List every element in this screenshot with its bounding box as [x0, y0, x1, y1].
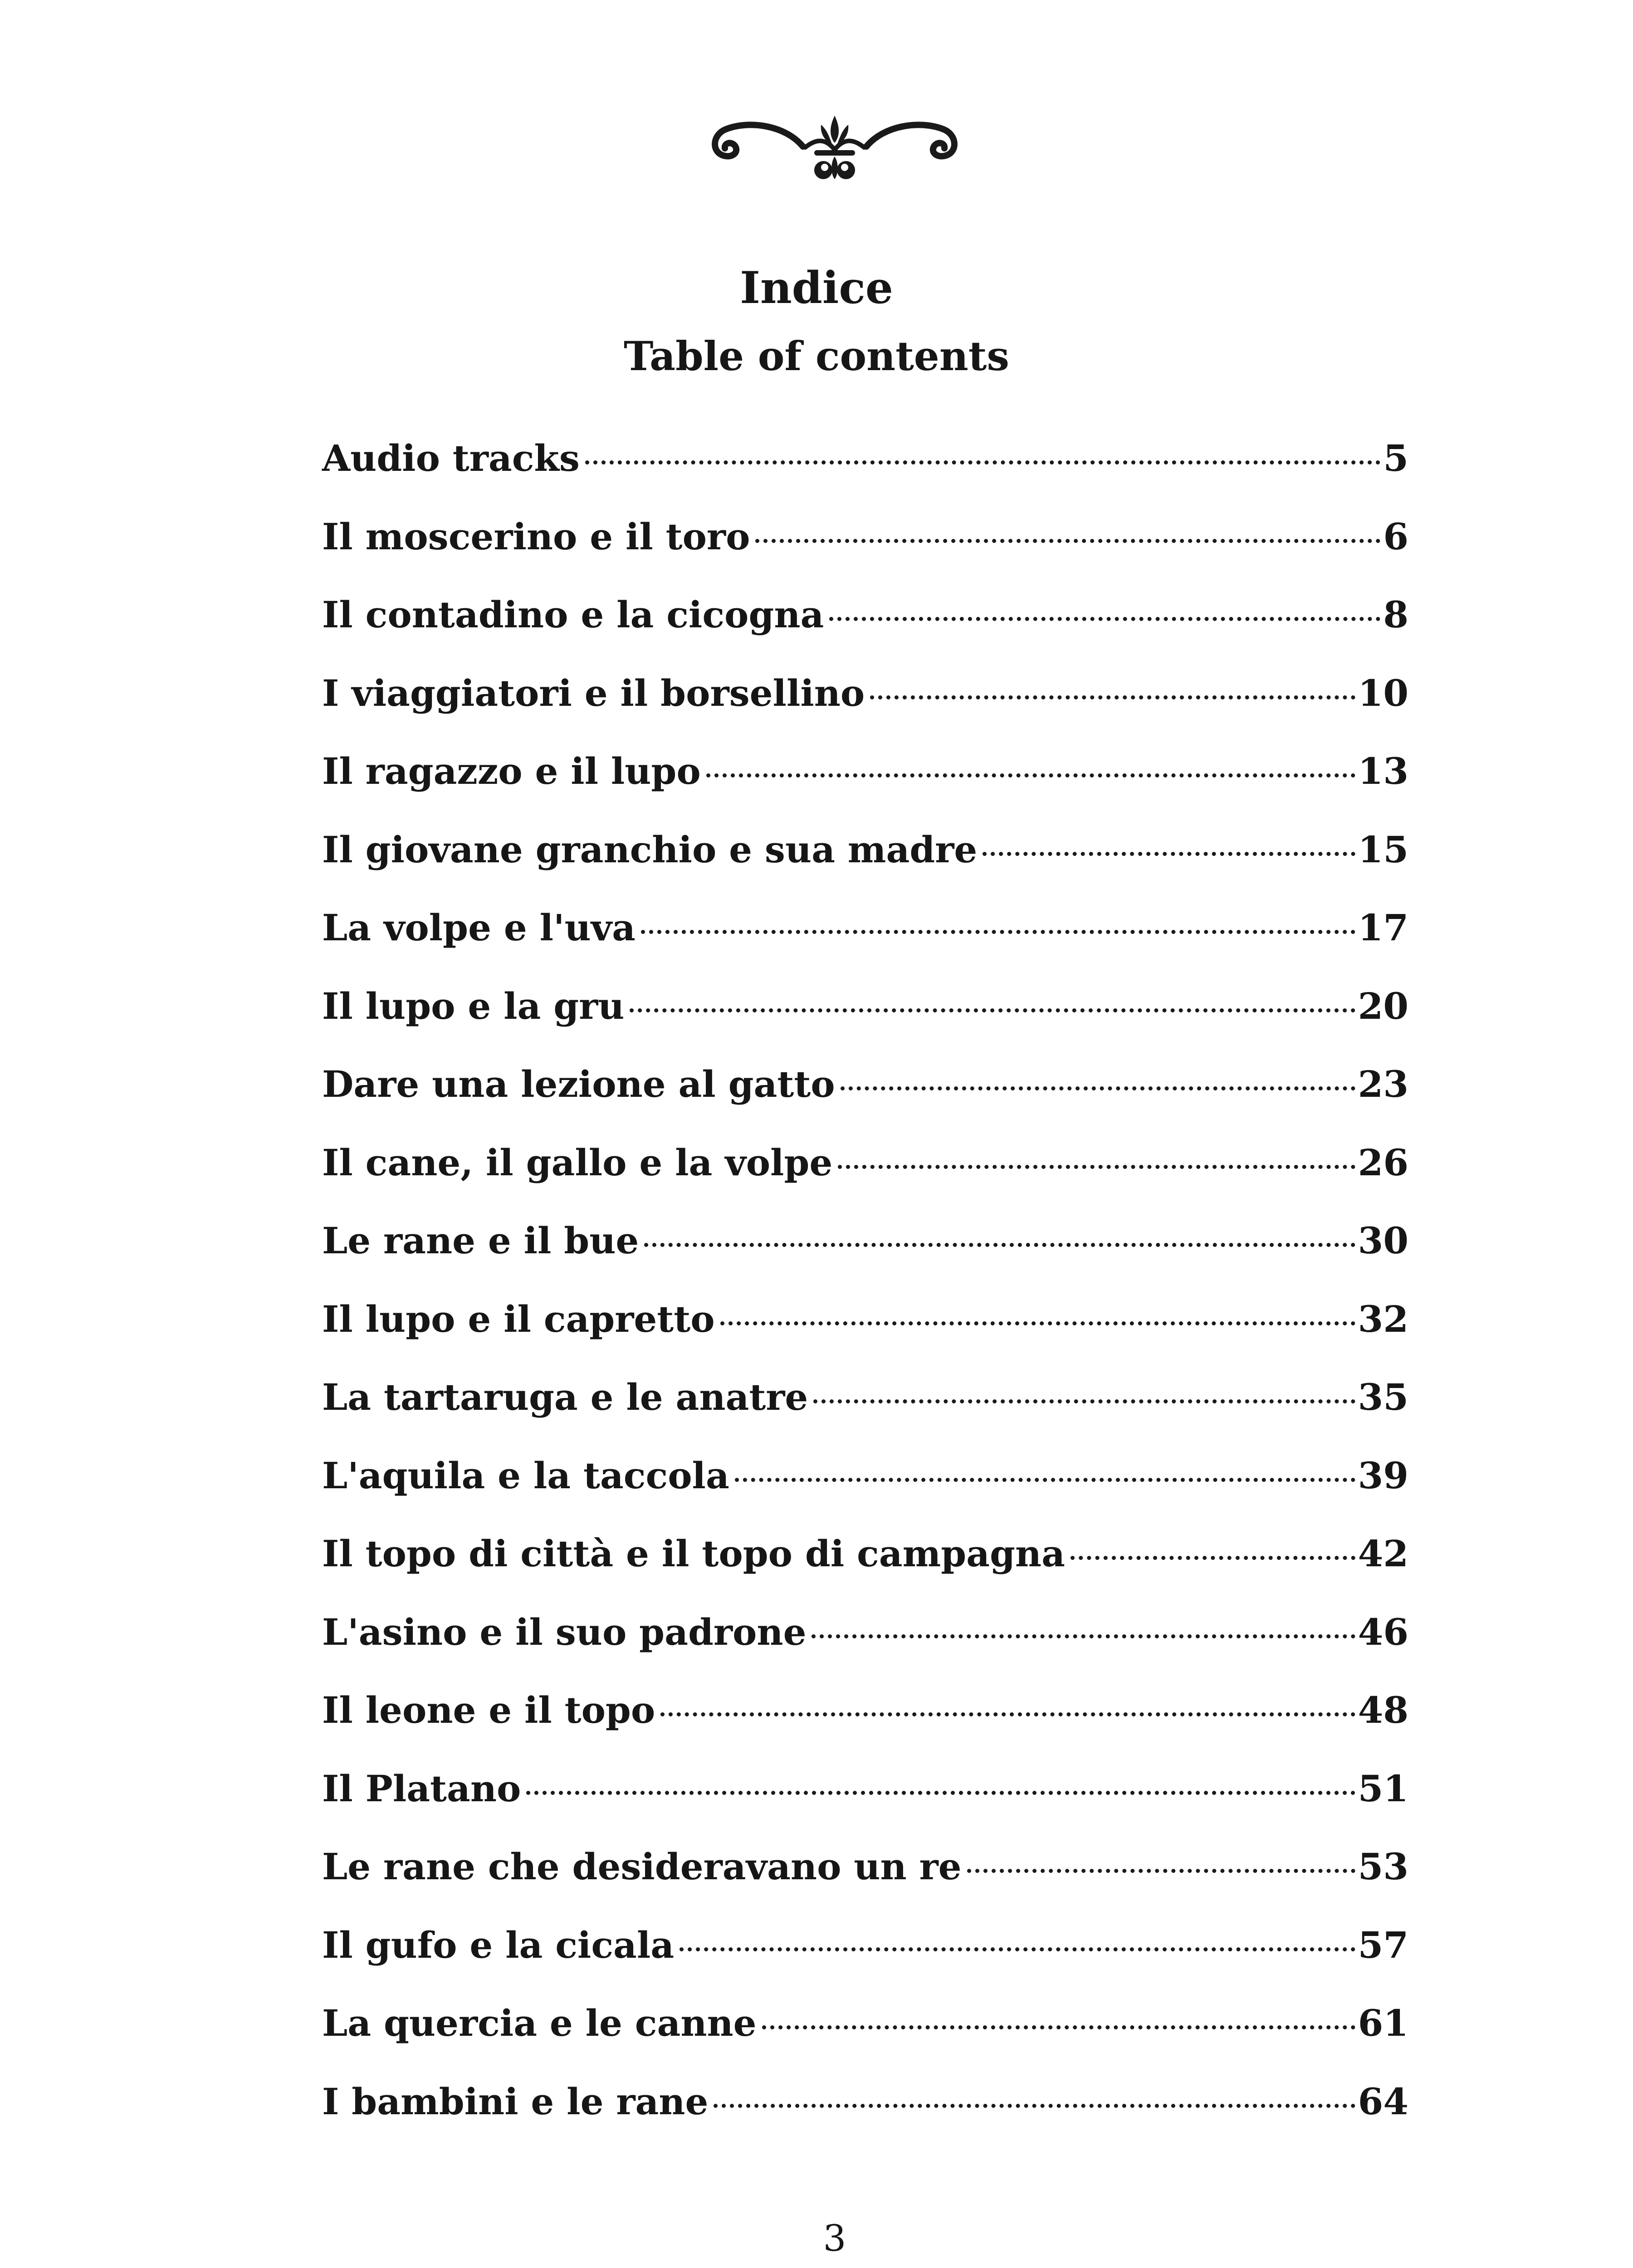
toc-entry-title: Il ragazzo e il lupo [322, 750, 701, 792]
toc-entry[interactable] [322, 592, 1408, 670]
toc-entry-page: 32 [1358, 1297, 1408, 1340]
toc-entry-page: 57 [1358, 1923, 1408, 1966]
toc-entry[interactable] [322, 1844, 1408, 1922]
table-of-contents [322, 435, 1408, 2157]
dot-leader [812, 1634, 1355, 1638]
toc-entry-page: 46 [1358, 1610, 1408, 1653]
toc-entry-title: La tartaruga e le anatre [322, 1376, 808, 1418]
dot-leader [714, 2104, 1355, 2108]
toc-entry-title: Il cane, il gallo e la volpe [322, 1141, 833, 1184]
toc-entry-title: Il contadino e la cicogna [322, 593, 824, 636]
toc-entry-title: Audio tracks [322, 437, 580, 479]
toc-entry-page: 10 [1358, 671, 1408, 714]
toc-entry-title: Il moscerino e il toro [322, 515, 750, 558]
toc-entry[interactable] [322, 1687, 1408, 1766]
toc-entry[interactable] [322, 670, 1408, 749]
toc-entry[interactable] [322, 1766, 1408, 1844]
toc-entry-page: 42 [1358, 1532, 1408, 1575]
dot-leader [735, 1478, 1355, 1482]
toc-entry[interactable] [322, 748, 1408, 827]
dot-leader [967, 1869, 1355, 1873]
toc-entry-page: 23 [1358, 1063, 1408, 1105]
toc-entry-page: 6 [1383, 515, 1408, 558]
toc-entry[interactable] [322, 827, 1408, 905]
dot-leader [630, 1008, 1355, 1012]
dot-leader [829, 617, 1380, 621]
dot-leader [660, 1712, 1355, 1716]
toc-entry-page: 64 [1358, 2080, 1408, 2123]
dot-leader [641, 930, 1355, 934]
dot-leader [526, 1791, 1355, 1795]
toc-entry-title: Il topo di città e il topo di campagna [322, 1532, 1065, 1575]
toc-entry-title: I viaggiatori e il borsellino [322, 671, 865, 714]
toc-entry[interactable] [322, 1061, 1408, 1140]
dot-leader [1071, 1556, 1355, 1560]
toc-entry[interactable] [322, 1218, 1408, 1296]
dot-leader [762, 2025, 1355, 2029]
dot-leader [813, 1399, 1355, 1403]
toc-entry[interactable] [322, 1374, 1408, 1453]
toc-entry[interactable] [322, 1609, 1408, 1688]
toc-entry-title: Dare una lezione al gatto [322, 1063, 835, 1105]
toc-entry[interactable] [322, 905, 1408, 983]
toc-entry[interactable] [322, 435, 1408, 514]
toc-entry-page: 35 [1358, 1376, 1408, 1418]
toc-entry[interactable] [322, 1140, 1408, 1218]
toc-entry-title: Le rane e il bue [322, 1219, 639, 1262]
toc-entry-title: Il gufo e la cicala [322, 1923, 675, 1966]
page-number: 3 [823, 2217, 846, 2259]
toc-entry-page: 20 [1358, 984, 1408, 1027]
toc-entry-page: 61 [1358, 2002, 1408, 2044]
toc-entry-page: 5 [1383, 437, 1408, 479]
flourish-ornament-icon [708, 107, 962, 188]
toc-subtitle: Table of contents [624, 332, 1009, 380]
dot-leader [983, 852, 1355, 856]
toc-entry[interactable] [322, 1296, 1408, 1375]
toc-entry-title: Il lupo e la gru [322, 984, 625, 1027]
toc-entry-page: 30 [1358, 1219, 1408, 1262]
dot-leader [841, 1086, 1355, 1090]
toc-entry-page: 26 [1358, 1141, 1408, 1184]
floral-swirl-ornament-icon [753, 2257, 925, 2268]
toc-entry[interactable] [322, 1453, 1408, 1531]
toc-entry-page: 15 [1358, 828, 1408, 871]
toc-entry[interactable] [322, 983, 1408, 1062]
toc-entry-page: 13 [1358, 750, 1408, 792]
toc-entry-title: Il leone e il topo [322, 1689, 655, 1731]
toc-entry[interactable] [322, 1531, 1408, 1609]
toc-entry-page: 48 [1358, 1689, 1408, 1731]
toc-entry[interactable] [322, 514, 1408, 592]
toc-entry-page: 17 [1358, 906, 1408, 949]
toc-entry-page: 39 [1358, 1454, 1408, 1497]
toc-entry-page: 51 [1358, 1767, 1408, 1810]
toc-entry-title: Il Platano [322, 1767, 521, 1810]
dot-leader [706, 773, 1355, 777]
toc-entry-title: Il lupo e il capretto [322, 1297, 715, 1340]
toc-entry-title: L'asino e il suo padrone [322, 1610, 807, 1653]
dot-leader [585, 460, 1380, 464]
toc-entry-title: Le rane che desideravano un re [322, 1845, 962, 1888]
dot-leader [720, 1321, 1355, 1325]
dot-leader [838, 1165, 1355, 1169]
dot-leader [644, 1243, 1355, 1247]
toc-title: Indice [740, 262, 893, 313]
toc-entry-title: La volpe e l'uva [322, 906, 636, 949]
dot-leader [870, 695, 1355, 699]
toc-entry-title: I bambini e le rane [322, 2080, 709, 2123]
toc-entry-title: Il giovane granchio e sua madre [322, 828, 978, 871]
dot-leader [680, 1947, 1355, 1951]
toc-entry-page: 8 [1383, 593, 1408, 636]
toc-entry[interactable] [322, 2079, 1408, 2157]
toc-entry[interactable] [322, 2000, 1408, 2079]
toc-entry[interactable] [322, 1922, 1408, 2001]
dot-leader [755, 539, 1380, 543]
toc-entry-title: L'aquila e la taccola [322, 1454, 729, 1497]
toc-entry-page: 53 [1358, 1845, 1408, 1888]
toc-entry-title: La quercia e le canne [322, 2002, 757, 2044]
